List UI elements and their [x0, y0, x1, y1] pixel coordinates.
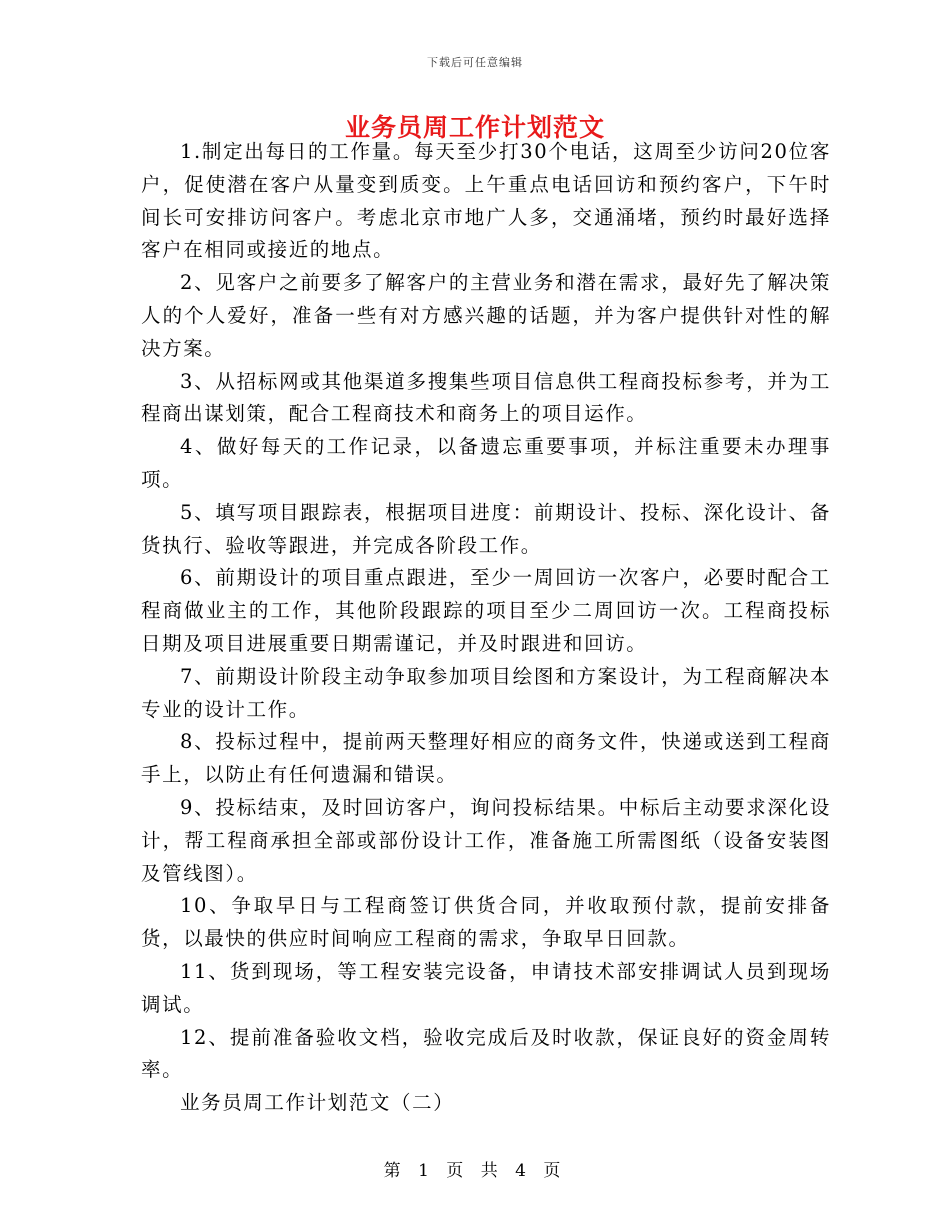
paragraph-9: 9、投标结束，及时回访客户，询问投标结果。中标后主动要求深化设计，帮工程商承担全部或部份设计工作，准备施工所需图纸（设备安装图及管线图）。 [141, 795, 831, 885]
paragraph-3: 3、从招标网或其他渠道多搜集些项目信息供工程商投标参考，并为工程商出谋划策，配合工程商技术和商务上的项目运作。 [141, 369, 831, 426]
paragraph-12: 12、提前准备验收文档，验收完成后及时收款，保证良好的资金周转率。 [141, 1025, 831, 1082]
paragraph-6: 6、前期设计的项目重点跟进，至少一周回访一次客户，必要时配合工程商做业主的工作，其他阶段跟踪的项目至少二周回访一次。工程商投标日期及项目进展重要日期需谨记，并及时跟进和回访。 [141, 566, 831, 655]
document-body [141, 136, 831, 1120]
page-header-note: 下载后可任意编辑 [427, 56, 523, 69]
paragraph-5: 5、填写项目跟踪表，根据项目进度：前期设计、投标、深化设计、备货执行、验收等跟进，并完成各阶段工作。 [141, 500, 831, 557]
page-number-footer: 第 1 页 共 4 页 [383, 1161, 567, 1181]
paragraph-10: 10、争取早日与工程商签订供货合同，并收取预付款，提前安排备货，以最快的供应时间响应工程商的需求，争取早日回款。 [141, 894, 831, 951]
paragraph-1: 1.制定出每日的工作量。每天至少打30个电话，这周至少访问20位客户，促使潜在客户从量变到质变。上午重点电话回访和预约客户，下午时间长可安排访问客户。考虑北京市地广人多，交通涌堵，预约时最好选择客户在相同或接近的地点。 [141, 140, 831, 262]
paragraph-2: 2、见客户之前要多了解客户的主营业务和潜在需求，最好先了解决策人的个人爱好，准备一些有对方感兴趣的话题，并为客户提供针对性的解决方案。 [141, 271, 831, 360]
section-subtitle: 业务员周工作计划范文（二） [180, 1091, 455, 1115]
paragraph-7: 7、前期设计阶段主动争取参加项目绘图和方案设计，为工程商解决本专业的设计工作。 [141, 664, 831, 721]
paragraph-11: 11、货到现场，等工程安装完设备，申请技术部安排调试人员到现场调试。 [141, 959, 831, 1016]
document-title: 业务员周工作计划范文 [344, 113, 605, 142]
paragraph-4: 4、做好每天的工作记录，以备遗忘重要事项，并标注重要未办理事项。 [141, 435, 831, 491]
paragraph-8: 8、投标过程中，提前两天整理好相应的商务文件，快递或送到工程商手上，以防止有任何遗漏和错误。 [141, 730, 831, 787]
